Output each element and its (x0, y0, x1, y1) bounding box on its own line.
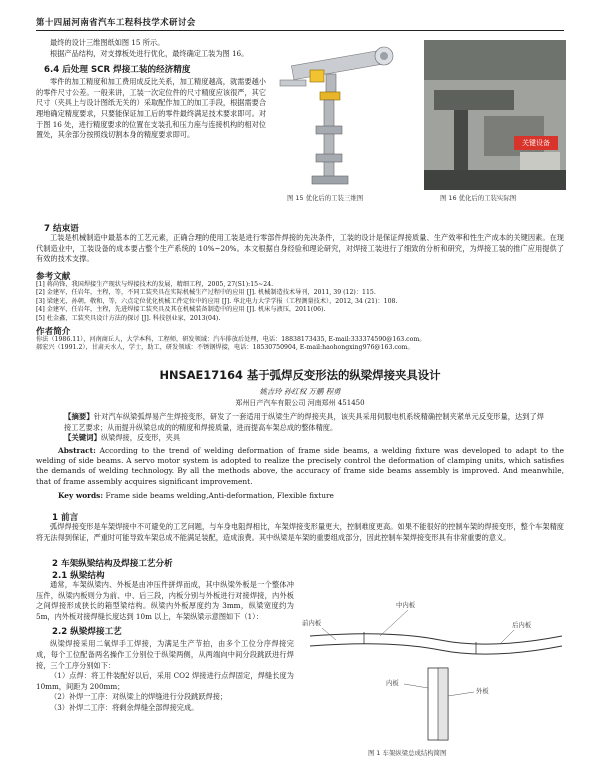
article-authors: 姚吉玲 孙红权 万鹏 程勇 (259, 387, 341, 396)
section-2-heading: 2 车架纵梁结构及焊接工艺分析 (52, 559, 173, 569)
section-2-1-heading: 2.1 纵梁结构 (52, 571, 105, 581)
section-2-1-text: 通常，车架纵梁内、外板是由冲压件拼焊而成，其中纵梁外板是一个整体冲压件，纵梁内板则分为前、中、后三段，内板分别与外板进行对接焊接，内外板之间焊接形成狭长的箱型梁结构。纵梁内外板厚度约为 3mm，纵梁宽度约为 5m，内外板对接焊缝长度达到 10m 以上，车架纵梁示意图如下（1）： (36, 580, 294, 621)
keywords-en-text: Frame side beams welding,Anti-deformation, Flexible fixture (105, 490, 334, 500)
reference-item: [4] 金建军，任岩年，主程，先进焊接工装夹具及其在机械装备制造中的应用 [J]. 机床与液压，2011(06). (36, 306, 326, 314)
keywords-cn-text: 纵梁焊接，反变形，夹具 (100, 433, 181, 443)
fixture-3d-render (272, 40, 418, 190)
para-fig16-ref: 根据产品结构，对支撑板处进行优化，最终确定工装为图 16。 (50, 48, 249, 58)
figure-15-caption: 图 15 优化后的工装三维图 (287, 194, 364, 202)
author-intro-heading: 作者简介 (36, 327, 71, 337)
author-intro-body (36, 336, 564, 353)
photo-sign: 关键设备 (514, 136, 558, 150)
abstract-en-block (36, 446, 564, 501)
top-left-column (36, 38, 266, 141)
beam-structure-svg (300, 596, 566, 746)
figure-16 (424, 40, 566, 190)
label-outer: 外板 (476, 687, 489, 695)
abstract-cn-block (64, 412, 544, 444)
weld-step-2: （2）补焊一工序：对纵梁上的焊缝进行分段跳跃焊接； (50, 692, 228, 702)
reference-item: [5] 杜金鑫，工装夹具设计方法的探讨 [J]. 科技创业家，2013(04). (36, 314, 221, 322)
conclusion-heading: 7 结束语 (44, 224, 79, 234)
abstract-cn-label: 【摘要】 (64, 412, 94, 421)
figure-16-caption: 图 16 优化后的工装实际图 (440, 194, 517, 202)
fixture-photo (424, 40, 566, 190)
conclusion-body (36, 233, 564, 265)
para-fig15-ref: 最终的设计三维图纸如图 15 所示。 (50, 38, 165, 47)
section-6-4-heading: 6.4 后处理 SCR 焊接工装的经济精度 (44, 65, 191, 76)
section-1-text: 弧焊焊接变形是车架焊接中不可避免的工艺问题，与车身电阻焊相比，车架焊接变形量更大，控制难度更高。如果不能很好的控制车架的焊接变形，整个车架精度将无法得到保证，严重时可能导致车架总成不能满足装配，造成浪费。其中纵梁是车架的重要组成部分，因此控制车架焊接变形具有非常重要的意义。 (36, 522, 564, 542)
label-inner-rear: 后内板 (512, 621, 532, 629)
beam-structure-diagram (300, 596, 566, 746)
section-2-2-heading: 2.2 纵梁焊接工艺 (52, 627, 122, 638)
conclusion-text: 工装是机械制造中最基本的工艺元素，正确合理的使用工装是进行零部件焊接的先决条件，工装的设计是保证焊接质量、生产效率和性生产成本的关键因素。在现代制造业中，工装设备的成本要占整个生产系统的 10%~20%。本文根据自身经验和理论研究，对焊接工装进行了细致的分析和研究，为焊接工装的推广应用提供了有效的技术支撑。 (36, 233, 564, 264)
reference-item: [1] 蒋尚锋，我国焊接生产现状与焊接技术的发展，精细工程，2005, 27(S1):15~24. (36, 281, 274, 288)
header-rule (36, 30, 564, 31)
article-affiliation: 郑州日产汽车有限公司 河南郑州 451450 (235, 399, 365, 407)
reference-item: [2] 金建军，任岩年，主程，等，不同工装夹具在实际机械生产过程中的应用 [J]. 机械制造技术导刊，2011, 39 (12)：115. (36, 289, 376, 297)
weld-step-3: （3）补焊二工序：将剩余焊缝全部焊接完成。 (50, 702, 199, 712)
reference-item: [3] 梁建光，孙朝，敬和，等，六点定位优化机械工件定位中的应用 [J]. 华北电力大学学报（工程测量技术），2012, 34 (21)：108. (36, 297, 398, 305)
section-1-body (36, 522, 564, 543)
section-1-heading: 1 前言 (52, 513, 79, 523)
label-inner-mid: 中内板 (396, 601, 416, 609)
abstract-en-text: According to the trend of welding deformation of frame side beams, a welding fixture was developed to adapt to the welding of side beams. A servo motor system is adopted to realize the precisely control the deformation of clamping units, which satisfies the demands of welding technology. By all the methods above, the accuracy of frame side beams assembly is improved. And meanwhile, that of frame assembly acquires significant improvement. (36, 446, 564, 486)
references-heading: 参考文献 (36, 272, 71, 282)
running-header: 第十四届河南省汽车工程科技学术研讨会 (36, 17, 196, 27)
section-2-1-body (36, 580, 294, 714)
label-inner-front: 前内板 (302, 619, 322, 627)
author-line-2: 郝宏兴（1991.2），甘肃天水人，学士，助工，研发领域：不锈钢焊接，电话：18530750904, E-mail:haohongxing976@163.com。 (36, 344, 414, 352)
diagram-caption: 图 1 车架纵梁总成结构简图 (368, 749, 447, 757)
abstract-en-label: Abstract: (58, 446, 96, 455)
references-list (36, 281, 564, 323)
weld-step-1: （1）点焊：将工件装配好以后，采用 CO2 焊接进行点焊固定，焊缝长度为 10mm，间距为 200mm； (36, 671, 294, 691)
keywords-en-label: Key words: (58, 490, 104, 500)
figure-15 (272, 40, 418, 190)
para-precision: 零件的加工精度和加工费用成反比关系，加工精度越高，就需要越小的零件尺寸公差。一般来讲，工装一次定位件的尺寸精度应该很严，其它尺寸（夹具上与设计图纸无关的）采取配作加工的加工手段，根据需要合理地确定精度要求，只要能保证加工后的零件最终满足技术要求即可。对于图 16 处，进行精度要求的位置在支装孔和压力座与连接机构的相对位置处，其余部分按照线切割本身的精度要求即可。 (36, 77, 267, 140)
abstract-cn-text: 针对汽车纵梁弧焊易产生焊接变形，研发了一套适用于纵梁生产的焊接夹具，该夹具采用伺服电机系统精确控制夹紧单元反变形量，达到了焊接工艺要求；从而提升纵梁总成的的精度和焊接质量，进而提高车架总成的整体精度。 (64, 412, 544, 432)
label-inner: 内板 (386, 679, 399, 687)
keywords-cn-label: 【关键词】 (64, 433, 101, 443)
author-line-1: 你法（1986.11），河南商丘人，大学本科，工程师，研发领域：汽车排放后处理，电话：18838173435, E-mail:333374590@163.com。 (36, 336, 426, 343)
article-title: HNSAE17164 基于弧焊反变形法的纵梁焊接夹具设计 (159, 368, 441, 382)
section-2-2-text: 纵梁焊接采用二氧焊手工焊接，为满足生产节拍，由多个工位分序焊接完成，每个工位配备两名操作工分别位于纵梁两侧，从两端向中间分段跳跃进行焊接，三个工序分别如下： (36, 639, 294, 670)
